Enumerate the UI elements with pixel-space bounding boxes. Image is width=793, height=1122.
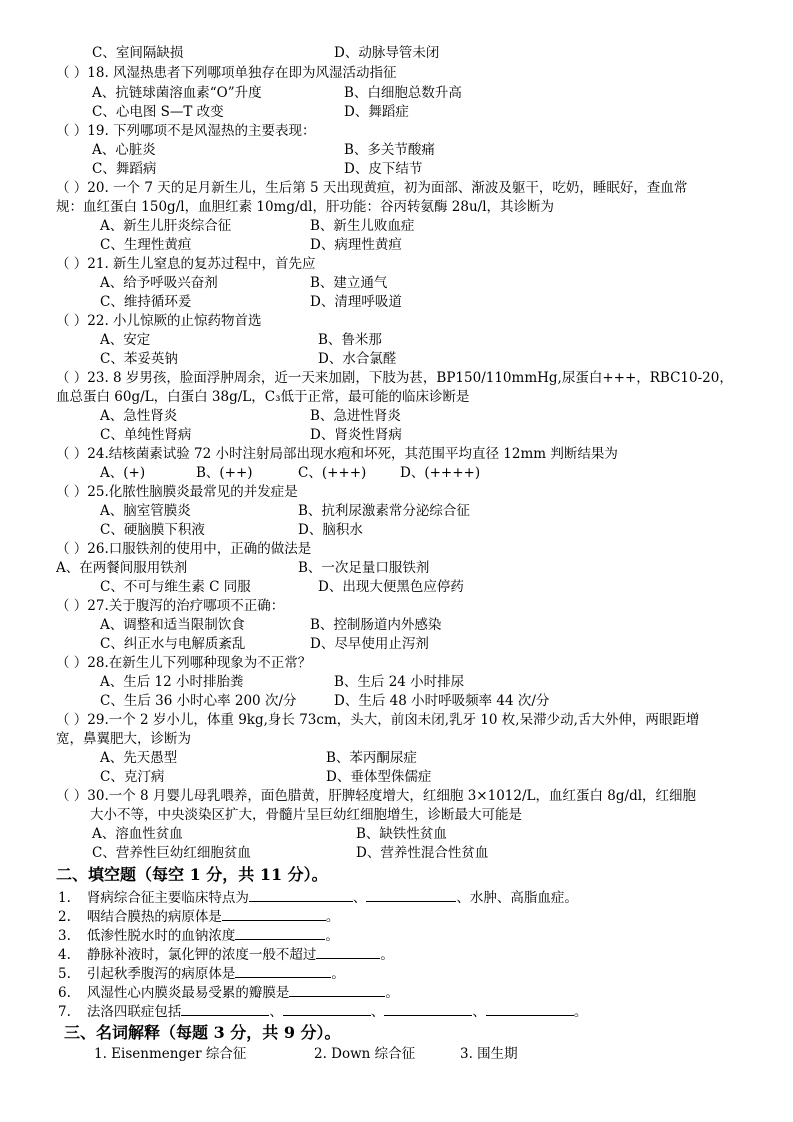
- option-17c: C、室间隔缺损: [92, 45, 184, 61]
- question-20: （ ）20. 一个 7 天的足月新生儿，生后第 5 天出现黄疸，初为面部、渐波及躯干，吃奶，睡眠好，查血常: [56, 180, 688, 196]
- answer-blank[interactable]: [486, 1001, 574, 1016]
- option-29d: D、垂体型侏儒症: [326, 769, 432, 785]
- answer-blank[interactable]: [235, 925, 325, 940]
- question-30-cont: 大小不等，中央淡染区扩大，骨髓片呈巨幼红细胞增生，诊断最大可能是: [90, 807, 522, 823]
- option-23d: D、肾炎性肾病: [310, 427, 402, 443]
- option-27d: D、尽早使用止泻剂: [310, 636, 429, 652]
- option-24b: B、(++): [196, 465, 253, 481]
- option-22d: D、水合氯醛: [318, 351, 397, 367]
- question-23-cont: 血总蛋白 60g/L，白蛋白 38g/L，C₃低于正常，最可能的临床诊断是: [56, 389, 470, 405]
- answer-blank[interactable]: [384, 1001, 472, 1016]
- fill-item-2: 2. 咽结合膜热的病原体是 。: [58, 906, 339, 925]
- option-30d: D、营养性混合性贫血: [356, 845, 489, 861]
- option-18a: A、抗链球菌溶血素“O”升度: [92, 85, 262, 101]
- option-22a: A、安定: [100, 332, 151, 348]
- option-29b: B、苯丙酮尿症: [326, 750, 417, 766]
- question-18: （ ）18. 风湿热患者下列哪项单独存在即为风湿活动指征: [56, 65, 397, 81]
- section-2-heading: 二、填空题（每空 1 分，共 11 分）。: [56, 865, 328, 884]
- fill-item-4: 4. 静脉补液时，氯化钾的浓度一般不超过 。: [58, 944, 394, 963]
- term-2: 2. Down 综合征: [314, 1046, 416, 1062]
- option-19b: B、多关节酸痛: [344, 142, 435, 158]
- question-24: （ ）24.结核菌素试验 72 小时注射局部出现水疱和坏死，其范围平均直径 12mm 判断结果为: [56, 446, 618, 462]
- option-20b: B、新生儿败血症: [310, 218, 415, 234]
- question-28: （ ）28.在新生儿下列哪种现象为不正常？: [56, 655, 312, 671]
- item-number: 1.: [58, 890, 71, 906]
- item-text: 低渗性脱水时的血钠浓度: [86, 928, 236, 944]
- option-24a: A、(+): [100, 465, 146, 481]
- option-18d: D、舞蹈症: [344, 104, 409, 120]
- item-text: 引起秋季腹泻的病原体是: [86, 966, 236, 982]
- option-26c: C、不可与维生素 C 同服: [100, 579, 251, 595]
- item-text: 静脉补液时，氯化钾的浓度一般不超过: [86, 947, 317, 963]
- question-29-cont: 宽，鼻翼肥大，诊断为: [56, 731, 191, 747]
- option-28b: B、生后 24 小时排尿: [334, 674, 465, 690]
- question-20-cont: 规：血红蛋白 150g/l，血胆红素 10mg/dl，肝功能：谷丙转氨酶 28u/l，其诊断为: [56, 199, 555, 215]
- fill-item-5: 5. 引起秋季腹泻的病原体是 。: [58, 963, 345, 982]
- item-text: 风湿性心内膜炎最易受累的瓣膜是: [86, 985, 290, 1001]
- question-30: （ ）30.一个 8 月婴儿母乳喂养，面色腊黄，肝脾轻度增大，红细胞 3×1012/L，血红蛋白 8g/dl，红细胞: [56, 788, 697, 804]
- option-26b: B、一次足量口服铁剂: [298, 560, 430, 576]
- option-27a: A、调整和适当限制饮食: [100, 617, 245, 633]
- item-text: 肾病综合征主要临床特点为: [86, 890, 249, 906]
- answer-blank[interactable]: [366, 887, 456, 902]
- option-19c: C、舞蹈病: [92, 161, 157, 177]
- option-24c: C、(+++): [298, 465, 367, 481]
- answer-blank[interactable]: [249, 887, 353, 902]
- option-23b: B、急进性肾炎: [310, 408, 401, 424]
- option-27c: C、纠正水与电解质紊乱: [100, 636, 246, 652]
- fill-item-1: 1. 肾病综合征主要临床特点为 、 、水肿、高脂血症。: [58, 887, 578, 906]
- question-27: （ ）27.关于腹泻的治疗哪项不正确：: [56, 598, 285, 614]
- option-30c: C、营养性巨幼红细胞贫血: [92, 845, 251, 861]
- option-29a: A、先天愚型: [100, 750, 178, 766]
- option-24d: D、(++++): [400, 465, 481, 481]
- option-25a: A、脑室管膜炎: [100, 503, 191, 519]
- option-19a: A、心脏炎: [92, 142, 156, 158]
- option-18c: C、心电图 S—T 改变: [92, 104, 224, 120]
- question-21: （ ）21. 新生儿窒息的复苏过程中，首先应: [56, 256, 316, 272]
- answer-blank[interactable]: [316, 944, 380, 959]
- option-20a: A、新生儿肝炎综合征: [100, 218, 232, 234]
- option-22c: C、苯妥英钠: [100, 351, 178, 367]
- option-18b: B、白细胞总数升高: [344, 85, 462, 101]
- option-30b: B、缺铁性贫血: [356, 826, 447, 842]
- option-28c: C、生后 36 小时心率 200 次/分: [100, 693, 297, 709]
- section-3-heading: 三、名词解释（每题 3 分，共 9 分）。: [64, 1023, 341, 1042]
- question-22: （ ）22. 小儿惊厥的止惊药物首选: [56, 313, 262, 329]
- answer-blank[interactable]: [222, 906, 326, 921]
- item-number: 3.: [58, 928, 71, 944]
- option-20d: D、病理性黄疸: [310, 237, 402, 253]
- option-23a: A、急性肾炎: [100, 408, 178, 424]
- option-25c: C、硬脑膜下积液: [100, 522, 205, 538]
- option-28d: D、生后 48 小时呼吸频率 44 次/分: [334, 693, 550, 709]
- option-21d: D、清理呼吸道: [310, 294, 402, 310]
- option-25b: B、抗利尿激素常分泌综合征: [298, 503, 470, 519]
- fill-item-6: 6. 风湿性心内膜炎最易受累的瓣膜是 。: [58, 982, 399, 1001]
- option-26a: A、在两餐间服用铁剂: [56, 560, 188, 576]
- answer-blank[interactable]: [283, 1001, 371, 1016]
- answer-blank[interactable]: [235, 963, 331, 978]
- option-26d: D、出现大便黑色应停药: [318, 579, 464, 595]
- option-21a: A、给予呼吸兴奋剂: [100, 275, 218, 291]
- item-number: 5.: [58, 966, 71, 982]
- question-26: （ ）26.口服铁剂的使用中，正确的做法是: [56, 541, 312, 557]
- term-1: 1. Eisenmenger 综合征: [94, 1046, 247, 1062]
- item-text: 咽结合膜热的病原体是: [86, 909, 222, 925]
- question-25: （ ）25.化脓性脑膜炎最常见的并发症是: [56, 484, 298, 500]
- option-25d: D、脑积水: [298, 522, 363, 538]
- fill-item-7: 7. 法洛四联症包括 、 、 、 。: [58, 1001, 587, 1020]
- option-17d: D、动脉导管未闭: [334, 45, 440, 61]
- answer-blank[interactable]: [289, 982, 385, 997]
- item-number: 2.: [58, 909, 71, 925]
- question-29: （ ）29.一个 2 岁小儿，体重 9kg,身长 73cm，头大，前囟未闭,乳牙 10 枚,呆滞少动,舌大外伸，两眼距增: [56, 712, 700, 728]
- option-28a: A、生后 12 小时排胎粪: [100, 674, 244, 690]
- item-number: 6.: [58, 985, 71, 1001]
- option-22b: B、鲁米那: [318, 332, 382, 348]
- option-20c: C、生理性黄疸: [100, 237, 192, 253]
- option-21c: C、维持循环爰: [100, 294, 192, 310]
- answer-blank[interactable]: [181, 1001, 269, 1016]
- option-21b: B、建立通气: [310, 275, 388, 291]
- item-text: 法洛四联症包括: [86, 1004, 182, 1020]
- question-23: （ ）23. 8 岁男孩，脸面浮肿周余，近一天来加剧，下肢为甚，BP150/110mmHg,尿蛋白+++，RBC10-20，: [56, 370, 733, 386]
- option-29c: C、克汀病: [100, 769, 165, 785]
- term-3: 3. 围生期: [460, 1046, 518, 1062]
- option-27b: B、控制肠道内外感染: [310, 617, 442, 633]
- option-19d: D、皮下结节: [344, 161, 423, 177]
- option-30a: A、溶血性贫血: [92, 826, 183, 842]
- option-23c: C、单纯性肾病: [100, 427, 192, 443]
- item-number: 4.: [58, 947, 71, 963]
- question-19: （ ）19. 下列哪项不是风湿热的主要表现：: [56, 123, 316, 139]
- fill-item-3: 3. 低渗性脱水时的血钠浓度 。: [58, 925, 339, 944]
- item-number: 7.: [58, 1004, 71, 1020]
